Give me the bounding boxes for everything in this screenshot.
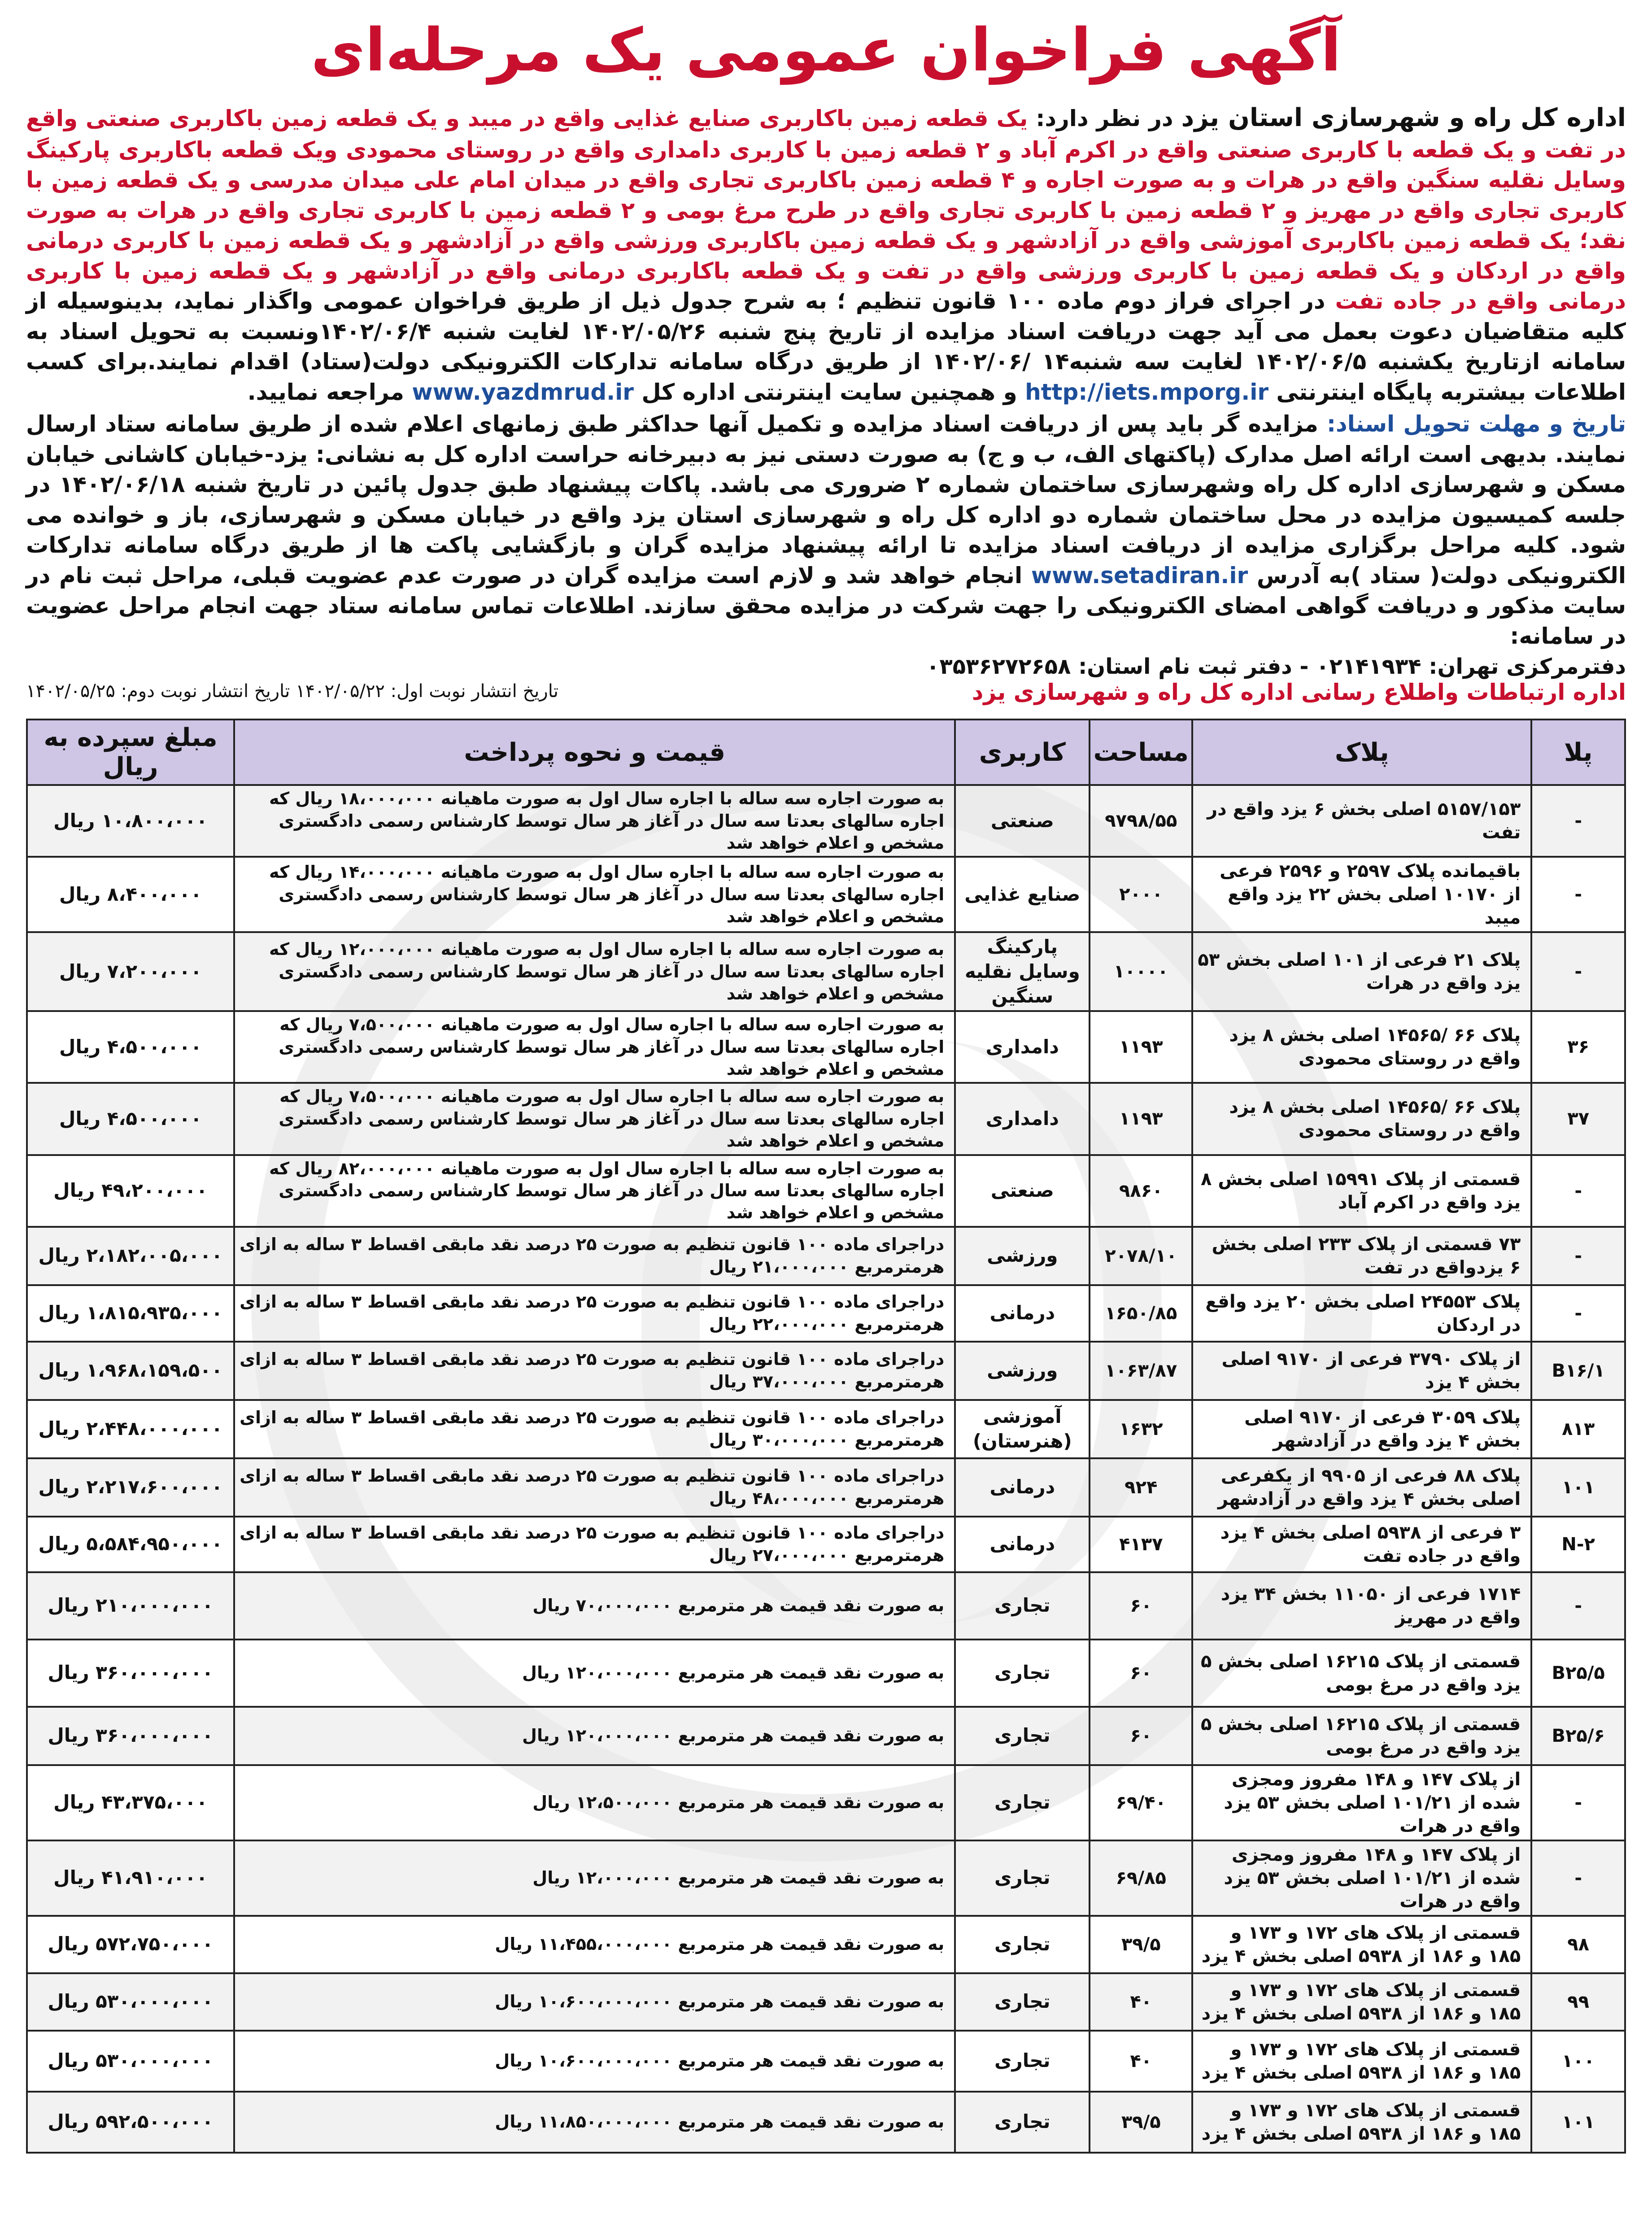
table-row	[27, 932, 1625, 1011]
row-cell: ۳۷	[1531, 1083, 1625, 1155]
use-cell: تجاری	[955, 1707, 1090, 1765]
table-row	[27, 1765, 1625, 1840]
plate-cell: از پلاک ۳۷۹۰ فرعی از ۹۱۷۰ اصلی بخش ۴ یزد	[1192, 1342, 1531, 1400]
header-row-no: پلا	[1531, 720, 1625, 785]
price-cell: به صورت نقد قیمت هر مترمربع ۱۲۰،۰۰۰،۰۰۰ ریال	[234, 1640, 955, 1707]
plate-cell: قسمتی از پلاک های ۱۷۲ و ۱۷۳ و ۱۸۵ و ۱۸۶ از ۵۹۳۸ اصلی بخش ۴ یزد	[1192, 2092, 1531, 2153]
use-cell: تجاری	[955, 1572, 1090, 1640]
price-cell: به صورت اجاره سه ساله با اجاره سال اول به صورت ماهیانه ۸۲،۰۰۰،۰۰۰ ریال که اجاره سالهای بعدتا سه سال در آغاز هر سال توسط کارشناس رسمی دادگستری مشخص و اعلام خواهد شد	[234, 1155, 955, 1227]
notice-text-4: مزایده گر باید پس از دریافت اسناد مزایده و تکمیل آنها حداکثر طبق زمانهای اعلام شده از طریق سامانه ستاد ارسال نمایند. بدیهی است ارائه اصل مدارک (پاکتهای الف، ب و ج) به صورت دستی نیز به دبیرخانه حراست اداره کل به نشانی: یزد-خیابان کاشانی خیابان مسکن و شهرسازی اداره کل راه وشهرسازی ساختمان شماره ۲ ضروری می باشد. پاکات پیشنهاد طبق جدول پائین در تاریخ شنبه ۱۴۰۲/۰۶/۱۸ در جلسه کمیسیون مزایده در محل ساختمان شماره دو اداره کل راه و شهرسازی استان یزد واقع در خیابان مسکن و شهرسازی، باز و خوانده می شود. کلیه مراحل برگزاری مزایده از دریافت اسناد مزایده تا ارائه پیشنهاد مزایده گران و بازگشایی پاکت ها از طریق درگاه سامانه تدارکات الکترونیکی دولت( ستاد )به آدرس	[26, 411, 1626, 589]
table-row	[27, 1458, 1625, 1517]
plate-cell: ۷۳ قسمتی از پلاک ۲۳۳ اصلی بخش ۶ یزدواقع در تفت	[1192, 1227, 1531, 1285]
price-cell: به صورت نقد قیمت هر مترمربع ۱۰،۶۰۰،۰۰۰،۰۰۰ ریال	[234, 2031, 955, 2092]
table-row	[27, 1916, 1625, 1973]
header-use: کاربری	[955, 720, 1090, 785]
notice-text-5: انجام خواهد شد و لازم است مزایده گران در صورت عدم عضویت قبلی، مراحل ثبت نام در سایت مذکور و دریافت گواهی امضای الکترونیکی را جهت شرکت در مزایده محقق سازند. اطلاعات تماس سامانه ستاد جهت انجام مراحل عضویت در سامانه:	[26, 562, 1626, 649]
deposit-cell: ۴۹،۲۰۰،۰۰۰ ریال	[27, 1155, 234, 1227]
price-cell: به صورت نقد قیمت هر مترمربع ۱۲،۵۰۰،۰۰۰ ریال	[234, 1765, 955, 1840]
row-cell: ۱۰۱	[1531, 1458, 1625, 1517]
plate-cell: قسمتی از پلاک های ۱۷۲ و ۱۷۳ و ۱۸۵ و ۱۸۶ از ۵۹۳۸ اصلی بخش ۴ یزد	[1192, 2031, 1531, 2092]
price-cell: به صورت نقد قیمت هر مترمربع ۱۲،۰۰۰،۰۰۰ ریال	[234, 1840, 955, 1916]
price-cell: به صورت اجاره سه ساله با اجاره سال اول به صورت ماهیانه ۱۲،۰۰۰،۰۰۰ ریال که اجاره سالهای بعدتا سه سال در آغاز هر سال توسط کارشناس رسمی دادگستری مشخص و اعلام خواهد شد	[234, 932, 955, 1011]
price-cell: به صورت نقد قیمت هر مترمربع ۱۱،۴۵۵،۰۰۰،۰۰۰ ریال	[234, 1916, 955, 1973]
deposit-cell: ۵۹۲،۵۰۰،۰۰۰ ریال	[27, 2092, 234, 2153]
table-row	[27, 1011, 1625, 1083]
plate-cell: پلاک ۸۸ فرعی از ۹۹۰۵ از یکفرعی اصلی بخش ۴ یزد واقع در آزادشهر	[1192, 1458, 1531, 1517]
price-cell: به صورت نقد قیمت هر مترمربع ۱۰،۶۰۰،۰۰۰،۰۰۰ ریال	[234, 1973, 955, 2031]
table-body	[27, 785, 1625, 2152]
area-cell: ۱۰۰۰۰	[1090, 932, 1192, 1011]
use-cell: درمانی	[955, 1517, 1090, 1572]
auction-table	[26, 719, 1626, 2153]
row-cell: -	[1531, 1840, 1625, 1916]
use-cell: تجاری	[955, 1640, 1090, 1707]
use-cell: تجاری	[955, 1916, 1090, 1973]
area-cell: ۶۹/۸۵	[1090, 1840, 1192, 1916]
plate-cell: پلاک ۶۶ /۱۴۵۶۵ اصلی بخش ۸ یزد واقع در روستای محمودی	[1192, 1083, 1531, 1155]
area-cell: ۱۶۵۰/۸۵	[1090, 1285, 1192, 1342]
deposit-cell: ۵۳۰،۰۰۰،۰۰۰ ریال	[27, 1973, 234, 2031]
table-row	[27, 2031, 1625, 2092]
area-cell: ۱۰۶۳/۸۷	[1090, 1342, 1192, 1400]
price-cell: به صورت نقد قیمت هر مترمربع ۷۰،۰۰۰،۰۰۰ ریال	[234, 1572, 955, 1640]
area-cell: ۳۹/۵	[1090, 2092, 1192, 2153]
table-row	[27, 1973, 1625, 2031]
publish-dates: تاریخ انتشار نوبت اول: ۱۴۰۲/۰۵/۲۲ تاریخ انتشار نوبت دوم: ۱۴۰۲/۰۵/۲۵	[26, 681, 559, 702]
setadiran-link[interactable]: www.setadiran.ir	[1031, 562, 1248, 589]
deposit-cell: ۲،۱۸۲،۰۰۵،۰۰۰ ریال	[27, 1227, 234, 1285]
row-cell: B۲۵/۶	[1531, 1707, 1625, 1765]
table-row	[27, 1227, 1625, 1285]
table-row	[27, 1083, 1625, 1155]
table-row	[27, 1707, 1625, 1765]
deposit-cell: ۳۶۰،۰۰۰،۰۰۰ ریال	[27, 1707, 234, 1765]
contact-info	[926, 654, 1626, 705]
price-cell: دراجرای ماده ۱۰۰ قانون تنظیم به صورت ۲۵ درصد نقد مابقی اقساط ۳ ساله به ازای هرمترمربع ۴۸،۰۰۰،۰۰۰ ریال	[234, 1458, 955, 1517]
area-cell: ۹۲۴	[1090, 1458, 1192, 1517]
price-cell: دراجرای ماده ۱۰۰ قانون تنظیم به صورت ۲۵ درصد نقد مابقی اقساط ۳ ساله به ازای هرمترمربع ۲۱،۰۰۰،۰۰۰ ریال	[234, 1227, 955, 1285]
plate-cell: قسمتی از پلاک های ۱۷۲ و ۱۷۳ و ۱۸۵ و ۱۸۶ از ۵۹۳۸ اصلی بخش ۴ یزد	[1192, 1973, 1531, 2031]
area-cell: ۹۸۶۰	[1090, 1155, 1192, 1227]
deposit-cell: ۴،۵۰۰،۰۰۰ ریال	[27, 1011, 234, 1083]
deposit-cell: ۴،۵۰۰،۰۰۰ ریال	[27, 1083, 234, 1155]
row-cell: -	[1531, 1572, 1625, 1640]
org-name: اداره کل راه و شهرسازی استان یزد	[1181, 103, 1626, 133]
table-row	[27, 785, 1625, 857]
deposit-cell: ۵،۵۸۴،۹۵۰،۰۰۰ ریال	[27, 1517, 234, 1572]
deposit-cell: ۴۱،۹۱۰،۰۰۰ ریال	[27, 1840, 234, 1916]
notice-paragraph-deadline	[26, 409, 1626, 651]
plate-cell: پلاک ۳۰۵۹ فرعی از ۹۱۷۰ اصلی بخش ۴ یزد واقع در آزادشهر	[1192, 1400, 1531, 1458]
price-cell: دراجرای ماده ۱۰۰ قانون تنظیم به صورت ۲۵ درصد نقد مابقی اقساط ۳ ساله به ازای هرمترمربع ۳۷،۰۰۰،۰۰۰ ریال	[234, 1342, 955, 1400]
row-cell: B۲۵/۵	[1531, 1640, 1625, 1707]
price-cell: دراجرای ماده ۱۰۰ قانون تنظیم به صورت ۲۵ درصد نقد مابقی اقساط ۳ ساله به ازای هرمترمربع ۳۰،۰۰۰،۰۰۰ ریال	[234, 1400, 955, 1458]
plate-cell: قسمتی از پلاک ۱۶۲۱۵ اصلی بخش ۵ یزد واقع در مرغ بومی	[1192, 1707, 1531, 1765]
plate-cell: قسمتی از پلاک های ۱۷۲ و ۱۷۳ و ۱۸۵ و ۱۸۶ از ۵۹۳۸ اصلی بخش ۴ یزد	[1192, 1916, 1531, 1973]
area-cell: ۶۰	[1090, 1572, 1192, 1640]
table-row	[27, 1155, 1625, 1227]
area-cell: ۲۰۰۰	[1090, 857, 1192, 932]
row-cell: ۱۰۰	[1531, 2031, 1625, 2092]
area-cell: ۴۱۳۷	[1090, 1517, 1192, 1572]
price-cell: به صورت نقد قیمت هر مترمربع ۱۲۰،۰۰۰،۰۰۰ ریال	[234, 1707, 955, 1765]
use-cell: تجاری	[955, 1973, 1090, 2031]
price-cell: به صورت نقد قیمت هر مترمربع ۱۱،۸۵۰،۰۰۰،۰۰۰ ریال	[234, 2092, 955, 2153]
table-row	[27, 1342, 1625, 1400]
row-cell: -	[1531, 1155, 1625, 1227]
header-area: مساحت	[1090, 720, 1192, 785]
plate-cell: از پلاک ۱۴۷ و ۱۴۸ مفروز ومجزی شده از ۱۰۱/۲۱ اصلی بخش ۵۳ یزد واقع در هرات	[1192, 1840, 1531, 1916]
deposit-cell: ۳۶۰،۰۰۰،۰۰۰ ریال	[27, 1640, 234, 1707]
row-cell: N-۲	[1531, 1517, 1625, 1572]
plate-cell: پلاک ۲۱ فرعی از ۱۰۱ اصلی بخش ۵۳ یزد واقع در هرات	[1192, 932, 1531, 1011]
use-cell: تجاری	[955, 1840, 1090, 1916]
deposit-cell: ۱،۸۱۵،۹۳۵،۰۰۰ ریال	[27, 1285, 234, 1342]
use-cell: ورزشی	[955, 1342, 1090, 1400]
notice-text-1: در اجرای فراز دوم ماده ۱۰۰ قانون تنظیم ؛ به شرح جدول ذیل از طریق فراخوان عمومی واگذار نماید، بدینوسیله از کلیه متقاضیان دعوت بعمل می آید جهت دریافت اسناد مزایده از تاریخ پنج شنبه ۱۴۰۲/۰۵/۲۶ لغایت شنبه ۱۴۰۲/۰۶/۴ونسبت به تحویل اسناد به سامانه ازتاریخ یکشنبه ۱۴۰۲/۰۶/۵ لغایت سه شنبه۱۴ /۱۴۰۲/۰۶ از طریق درگاه سامانه تدارکات الکترونیکی دولت(ستاد) اقدام نمایند.برای کسب اطلاعات بیشتربه پایگاه اینترنتی	[26, 288, 1626, 405]
row-cell: -	[1531, 1765, 1625, 1840]
plate-cell: پلاک ۶۶ /۱۴۵۶۵ اصلی بخش ۸ یزد واقع در روستای محمودی	[1192, 1011, 1531, 1083]
area-cell: ۹۷۹۸/۵۵	[1090, 785, 1192, 857]
header-deposit: مبلغ سپرده به ریال	[27, 720, 234, 785]
office-phone-line: دفترمرکزی تهران: ۰۲۱۴۱۹۳۴ - دفتر ثبت نام استان: ۰۳۵۳۶۲۷۲۶۵۸	[926, 654, 1626, 680]
deposit-cell: ۲،۲۱۷،۶۰۰،۰۰۰ ریال	[27, 1458, 234, 1517]
row-cell: -	[1531, 1227, 1625, 1285]
table-row	[27, 1517, 1625, 1572]
area-cell: ۲۰۷۸/۱۰	[1090, 1227, 1192, 1285]
deposit-cell: ۲۱۰،۰۰۰،۰۰۰ ریال	[27, 1572, 234, 1640]
items-description: یک قطعه زمین باکاربری صنایع غذایی واقع در میبد و یک قطعه زمین باکاربری صنعتی واقع در تفت و یک قطعه با کاربری صنعتی واقع در اکرم آباد و ۲ قطعه زمین با کاربری دامداری واقع در روستای محمودی ویک قطعه باکاربری پارکینگ وسایل نقلیه سنگین واقع در هرات و به صورت اجاره و ۴ قطعه زمین باکاربری تجاری واقع در میدان امام علی میدان مدرسی و یک قطعه زمین با کاربری تجاری واقع در مهریز و ۲ قطعه زمین با کاربری تجاری واقع در طرح مرغ بومی و ۲ قطعه زمین با کاربری تجاری واقع در هرات به صورت نقد؛ یک قطعه زمین باکاربری آموزشی واقع در آزادشهر و یک قطعه زمین باکاربری ورزشی واقع در آزادشهر و یک قطعه زمین با کاربری درمانی واقع در اردکان و یک قطعه زمین با کاربری ورزشی واقع در تفت و یک قطعه باکاربری درمانی واقع در آزادشهر و یک قطعه زمین با کاربری درمانی واقع در جاده تفت	[26, 105, 1626, 314]
plate-cell: ۵۱۵۷/۱۵۳ اصلی بخش ۶ یزد واقع در تفت	[1192, 785, 1531, 857]
area-cell: ۱۱۹۳	[1090, 1083, 1192, 1155]
price-cell: به صورت اجاره سه ساله با اجاره سال اول به صورت ماهیانه ۷،۵۰۰،۰۰۰ ریال که اجاره سالهای بعدتا سه سال در آغاز هر سال توسط کارشناس رسمی دادگستری مشخص و اعلام خواهد شد	[234, 1083, 955, 1155]
area-cell: ۱۶۳۲	[1090, 1400, 1192, 1458]
page-title: آگهی فراخوان عمومی یک مرحله‌ای	[311, 16, 1341, 85]
price-cell: به صورت اجاره سه ساله با اجاره سال اول به صورت ماهیانه ۱۸،۰۰۰،۰۰۰ ریال که اجاره سالهای بعدتا سه سال در آغاز هر سال توسط کارشناس رسمی دادگستری مشخص و اعلام خواهد شد	[234, 785, 955, 857]
area-cell: ۶۰	[1090, 1707, 1192, 1765]
header-plate: پلاک	[1192, 720, 1531, 785]
row-cell: B۱۶/۱	[1531, 1342, 1625, 1400]
deposit-cell: ۱۰،۸۰۰،۰۰۰ ریال	[27, 785, 234, 857]
row-cell: ۳۶	[1531, 1011, 1625, 1083]
row-cell: ۹۹	[1531, 1973, 1625, 2031]
area-cell: ۳۹/۵	[1090, 1916, 1192, 1973]
table-row	[27, 1640, 1625, 1707]
use-cell: آموزشی (هنرستان)	[955, 1400, 1090, 1458]
row-cell: ۸۱۳	[1531, 1400, 1625, 1458]
table-row	[27, 1285, 1625, 1342]
use-cell: صنعتی	[955, 785, 1090, 857]
use-cell: تجاری	[955, 2031, 1090, 2092]
plate-cell: قسمتی از پلاک ۱۶۲۱۵ اصلی بخش ۵ یزد واقع در مرغ بومی	[1192, 1640, 1531, 1707]
notice-text-2: و همچنین سایت اینترنتی اداره کل	[633, 379, 1025, 405]
deposit-cell: ۲،۴۴۸،۰۰۰،۰۰۰ ریال	[27, 1400, 234, 1458]
table-header-row	[27, 720, 1625, 785]
plate-cell: ۱۷۱۴ فرعی از ۱۱۰۵۰ بخش ۳۴ یزد واقع در مهریز	[1192, 1572, 1531, 1640]
use-cell: صنعتی	[955, 1155, 1090, 1227]
price-cell: دراجرای ماده ۱۰۰ قانون تنظیم به صورت ۲۵ درصد نقد مابقی اقساط ۳ ساله به ازای هرمترمربع ۲۷،۰۰۰،۰۰۰ ریال	[234, 1517, 955, 1572]
yazdmrud-link[interactable]: www.yazdmrud.ir	[412, 379, 634, 405]
row-cell: -	[1531, 932, 1625, 1011]
use-cell: دامداری	[955, 1011, 1090, 1083]
notice-text-3: مراجعه نمایید.	[247, 379, 412, 405]
price-cell: به صورت اجاره سه ساله با اجاره سال اول به صورت ماهیانه ۱۴،۰۰۰،۰۰۰ ریال که اجاره سالهای بعدتا سه سال در آغاز هر سال توسط کارشناس رسمی دادگستری مشخص و اعلام خواهد شد	[234, 857, 955, 932]
contact-block	[26, 654, 1626, 705]
area-cell: ۴۰	[1090, 1973, 1192, 2031]
notice-body	[26, 101, 1626, 651]
header-price: قیمت و نحوه پرداخت	[234, 720, 955, 785]
row-cell: ۱۰۱	[1531, 2092, 1625, 2153]
price-cell: به صورت اجاره سه ساله با اجاره سال اول به صورت ماهیانه ۷،۵۰۰،۰۰۰ ریال که اجاره سالهای بعدتا سه سال در آغاز هر سال توسط کارشناس رسمی دادگستری مشخص و اعلام خواهد شد	[234, 1011, 955, 1083]
area-cell: ۱۱۹۳	[1090, 1011, 1192, 1083]
deposit-cell: ۸،۴۰۰،۰۰۰ ریال	[27, 857, 234, 932]
row-cell: -	[1531, 857, 1625, 932]
notice-paragraph-main	[26, 101, 1626, 407]
deposit-cell: ۴۳،۳۷۵،۰۰۰ ریال	[27, 1765, 234, 1840]
table-row	[27, 1400, 1625, 1458]
plate-cell: ۳ فرعی از ۵۹۳۸ اصلی بخش ۴ یزد واقع در جاده تفت	[1192, 1517, 1531, 1572]
use-cell: دامداری	[955, 1083, 1090, 1155]
plate-cell: از پلاک ۱۴۷ و ۱۴۸ مفروز ومجزی شده از ۱۰۱/۲۱ اصلی بخش ۵۳ یزد واقع در هرات	[1192, 1765, 1531, 1840]
row-cell: ۹۸	[1531, 1916, 1625, 1973]
table-row	[27, 1840, 1625, 1916]
price-cell: دراجرای ماده ۱۰۰ قانون تنظیم به صورت ۲۵ درصد نقد مابقی اقساط ۳ ساله به ازای هرمترمربع ۲۲،۰۰۰،۰۰۰ ریال	[234, 1285, 955, 1342]
table-row	[27, 857, 1625, 932]
use-cell: ورزشی	[955, 1227, 1090, 1285]
deposit-cell: ۱،۹۶۸،۱۵۹،۵۰۰ ریال	[27, 1342, 234, 1400]
table-row	[27, 1572, 1625, 1640]
area-cell: ۶۰	[1090, 1640, 1192, 1707]
plate-cell: قسمتی از پلاک ۱۵۹۹۱ اصلی بخش ۸ یزد واقع در اکرم آباد	[1192, 1155, 1531, 1227]
use-cell: درمانی	[955, 1458, 1090, 1517]
deposit-cell: ۷،۲۰۰،۰۰۰ ریال	[27, 932, 234, 1011]
area-cell: ۴۰	[1090, 2031, 1192, 2092]
deposit-cell: ۵۳۰،۰۰۰،۰۰۰ ریال	[27, 2031, 234, 2092]
area-cell: ۶۹/۴۰	[1090, 1765, 1192, 1840]
use-cell: صنایع غذایی	[955, 857, 1090, 932]
use-cell: پارکینگ وسایل نقلیه سنگین	[955, 932, 1090, 1011]
table-row	[27, 2092, 1625, 2153]
iets-link[interactable]: http://iets.mporg.ir	[1025, 379, 1269, 405]
plate-cell: باقیمانده پلاک ۲۵۹۷ و ۲۵۹۶ فرعی از ۱۰۱۷۰ اصلی بخش ۲۲ یزد واقع میبد	[1192, 857, 1531, 932]
use-cell: درمانی	[955, 1285, 1090, 1342]
use-cell: تجاری	[955, 2092, 1090, 2153]
row-cell: -	[1531, 1285, 1625, 1342]
deposit-cell: ۵۷۲،۷۵۰،۰۰۰ ریال	[27, 1916, 234, 1973]
deadline-label: تاریخ و مهلت تحویل اسناد:	[1327, 411, 1626, 437]
row-cell: -	[1531, 785, 1625, 857]
intro-text: در نظر دارد:	[1028, 105, 1181, 132]
pr-department: اداره ارتباطات واطلاع رسانی اداره کل راه و شهرسازی یزد	[972, 679, 1626, 706]
use-cell: تجاری	[955, 1765, 1090, 1840]
plate-cell: پلاک ۲۴۵۵۳ اصلی بخش ۲۰ یزد واقع در اردکان	[1192, 1285, 1531, 1342]
